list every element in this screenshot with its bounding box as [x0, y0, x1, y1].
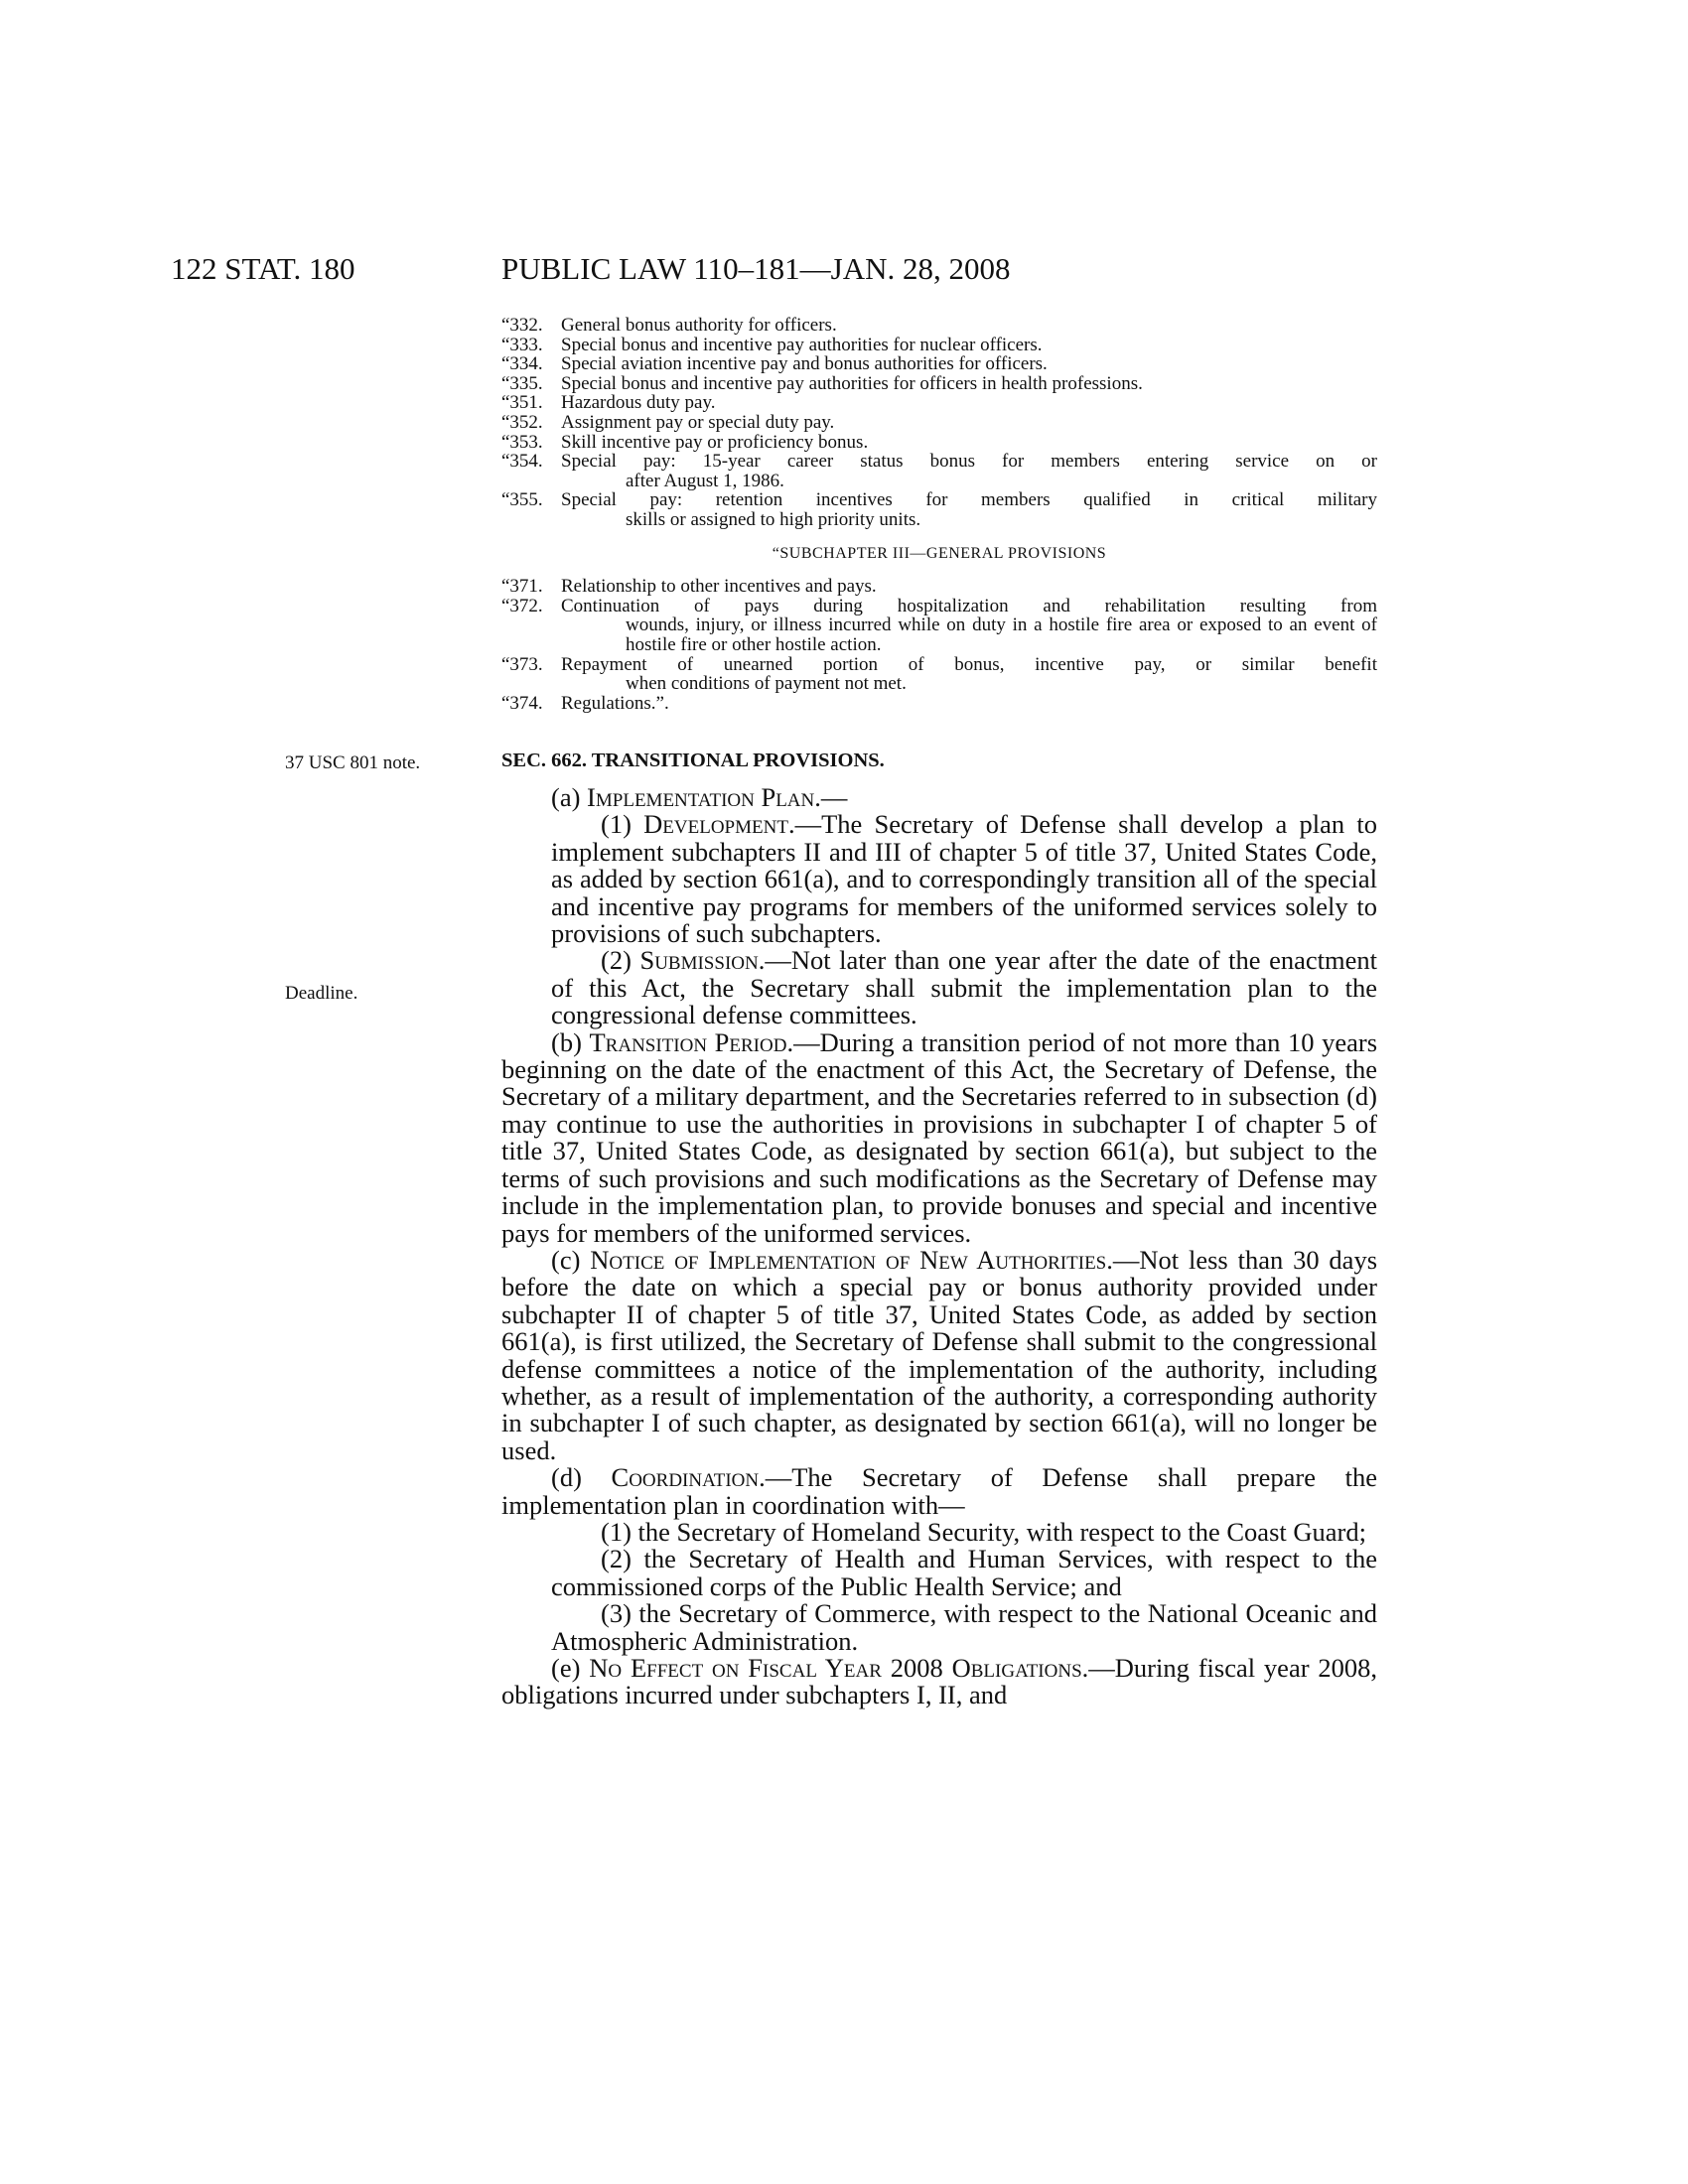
- toc-entry: [501, 316, 1377, 336]
- toc-number: “355.: [501, 489, 543, 511]
- toc-title: Special pay: retention incentives for members qualified in critical military: [561, 489, 1377, 511]
- paragraph-a1: (1) Development.—The Secretary of Defense shall develop a plan to implement subchapters II and III of chapter 5 of title 37, United States Code, as added by section 661(a), and to correspondingly transition all of the special and incentive pay programs for members of the uniformed services solely to provisions of such subchapters.: [551, 809, 1377, 949]
- toc-number: “371.: [501, 576, 543, 598]
- paragraph-d: (d) Coordination.—The Secretary of Defense shall prepare the implementation plan in coordination with—: [501, 1462, 1377, 1520]
- toc-title: Repayment of unearned portion of bonus, incentive pay, or similar benefit: [561, 653, 1377, 675]
- toc-entry: [501, 354, 1377, 374]
- paragraph-c: (c) Notice of Implementation of New Authorities.—Not less than 30 days before the date on which a special pay or bonus authority provided under subchapter II of chapter 5 of title 37, United States Code, as added by section 661(a), is first utilized, the Secretary of Defense shall submit to the congressional defense committees a notice of the implementation of the authority, including whether, as a result of implementation of the authority, a corresponding authority in subchapter I of such chapter, as designated by section 661(a), will no longer be used.: [501, 1244, 1378, 1465]
- toc-entry: [501, 655, 1377, 694]
- toc-entry: [501, 577, 1377, 597]
- paragraph-b: (b) Transition Period.—During a transition period of not more than 10 years beginning on the date of the enactment of this Act, the Secretary of Defense, the Secretary of a military department, and the Secretaries referred to in subsection (d) may continue to use the authorities in provisions in subchapter I of chapter 5 of title 37, United States Code, as designated by section 661(a), but subject to the terms of such provisions and such modifications as the Secretary of Defense may include in the implementation plan, to provide bonuses and special and incentive pays for members of the uniformed services.: [501, 1026, 1378, 1248]
- toc-title: Assignment pay or special duty pay.: [561, 411, 835, 433]
- toc-entry: [501, 694, 1377, 714]
- toc-title: Special pay: 15-year career status bonus for members entering service on or: [561, 451, 1377, 473]
- paragraph-d1: (1) the Secretary of Homeland Security, with respect to the Coast Guard;: [601, 1516, 1366, 1547]
- toc-number: “334.: [501, 353, 543, 375]
- paragraph-a2: (2) Submission.—Not later than one year after the date of the enactment of this Act, the Secretary shall submit the implementation plan to the congressional defense committees.: [551, 945, 1377, 1030]
- table-of-contents: [501, 316, 1377, 713]
- toc-title: General bonus authority for officers.: [561, 315, 837, 336]
- toc-number: “353.: [501, 431, 543, 453]
- toc-number: “335.: [501, 372, 543, 394]
- toc-entry: [501, 336, 1377, 355]
- toc-title: Special bonus and incentive pay authorities for nuclear officers.: [561, 334, 1043, 355]
- section-heading: SEC. 662. TRANSITIONAL PROVISIONS.: [501, 750, 885, 771]
- toc-title: Special bonus and incentive pay authorities for officers in health professions.: [561, 372, 1143, 394]
- toc-title-continued: after August 1, 1986.: [626, 470, 784, 491]
- toc-entry: [501, 393, 1377, 413]
- toc-title-continued: wounds, injury, or illness incurred while on duty in a hostile fire area or exposed to an event of hostile fire or other hostile action.: [626, 614, 1377, 655]
- subchapter-heading: “SUBCHAPTER III—GENERAL PROVISIONS: [772, 544, 1107, 562]
- paragraph-e: (e) No Effect on Fiscal Year 2008 Obligations.—During fiscal year 2008, obligations incurred under subchapters I, II, and: [501, 1653, 1377, 1710]
- toc-title: Regulations.”.: [561, 692, 669, 714]
- margin-note-deadline: Deadline.: [285, 983, 358, 1004]
- toc-number: “373.: [501, 653, 543, 675]
- toc-entry: [501, 597, 1377, 655]
- toc-number: “372.: [501, 595, 543, 616]
- toc-title: Continuation of pays during hospitalization and rehabilitation resulting from: [561, 595, 1377, 616]
- toc-title: Special aviation incentive pay and bonus authorities for officers.: [561, 353, 1048, 375]
- paragraph-d3: (3) the Secretary of Commerce, with respect to the National Oceanic and Atmospheric Administration.: [551, 1598, 1377, 1656]
- toc-number: “374.: [501, 692, 543, 714]
- margin-note-usc: 37 USC 801 note.: [285, 752, 421, 773]
- toc-entry: [501, 374, 1377, 394]
- toc-title: Relationship to other incentives and pays.: [561, 576, 877, 598]
- page-header: [0, 249, 1688, 289]
- toc-number: “352.: [501, 411, 543, 433]
- toc-number: “351.: [501, 392, 543, 414]
- paragraph-a: (a) Implementation Plan.—: [551, 782, 848, 812]
- paragraph-d2: (2) the Secretary of Health and Human Services, with respect to the commissioned corps of the Public Health Service; and: [551, 1544, 1377, 1601]
- toc-title-continued: skills or assigned to high priority units.: [626, 508, 921, 530]
- toc-number: “354.: [501, 451, 543, 473]
- toc-entry: [501, 413, 1377, 433]
- toc-number: “333.: [501, 334, 543, 355]
- section-body: [501, 784, 1377, 1709]
- stat-page-number: 122 STAT. 180: [171, 251, 355, 286]
- toc-entry: [501, 433, 1377, 453]
- toc-entry: [501, 490, 1377, 529]
- toc-title: Hazardous duty pay.: [561, 392, 716, 414]
- toc-number: “332.: [501, 315, 543, 336]
- toc-entry: [501, 452, 1377, 490]
- public-law-citation: PUBLIC LAW 110–181—JAN. 28, 2008: [501, 251, 1011, 286]
- toc-title-continued: when conditions of payment not met.: [626, 673, 907, 695]
- toc-title: Skill incentive pay or proficiency bonus.: [561, 431, 869, 453]
